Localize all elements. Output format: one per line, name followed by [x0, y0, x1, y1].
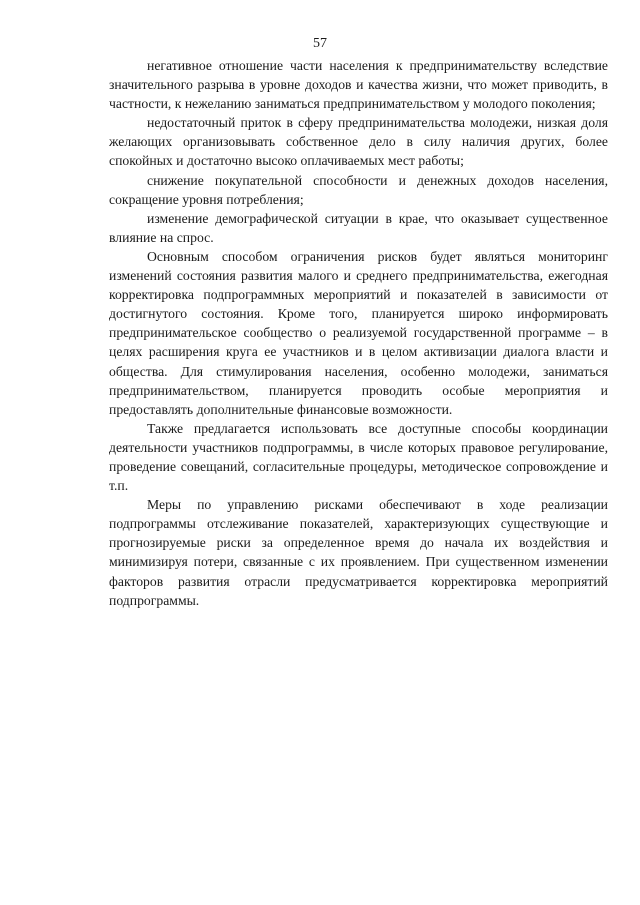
paragraph-risk-mitigation: Основным способом ограничения рисков будет являться мониторинг изменений состояния развития малого и среднего предпринимательства, ежегодная корректировка подпрограммных мероприятий и показателей в зависимости от достигнутого состояния. Кроме того, планируется широко информировать предпринимательское сообщество о реализуемой государственной программе – в целях расширения круга ее участников и в целом активизации диалога власти и общества. Для стимулирования населения, особенно молодежи, заниматься предпринимательством, планируется проводить особые мероприятия и предоставлять дополнительные финансовые возможности.	[109, 248, 608, 417]
risk-item-demographics: изменение демографической ситуации в крае, что оказывает существенное влияние на спрос.	[109, 210, 608, 245]
risk-item-youth-inflow: недостаточный приток в сферу предпринимательства молодежи, низкая доля желающих организовывать собственное дело в силу наличия других, более спокойных и достаточно высоко оплачиваемых мест работы;	[109, 115, 608, 169]
paragraph-risk-management: Меры по управлению рисками обеспечивают в ходе реализации подпрограммы отслеживание показателей, характеризующих существующие и прогнозируемые риски за определенное время до начала их воздействия и минимизируя потери, связанные с их проявлением. При существенном изменении факторов развития отрасли предусматривается корректировка мероприятий подпрограммы.	[109, 497, 608, 608]
document-body	[109, 56, 608, 610]
paragraph-coordination: Также предлагается использовать все доступные способы координации деятельности участников подпрограммы, в числе которых правовое регулирование, проведение совещаний, согласительные процедуры, методическое сопровождение и т.п.	[109, 420, 608, 494]
risk-item-negative-attitude: негативное отношение части населения к предпринимательству вследствие значительного разрыва в уровне доходов и качества жизни, что может приводить, в частности, к нежеланию заниматься предпринимательством у молодого поколения;	[109, 58, 608, 112]
risk-item-purchasing-power: снижение покупательной способности и денежных доходов населения, сокращение уровня потребления;	[109, 172, 608, 207]
page-number: 57	[313, 36, 327, 51]
